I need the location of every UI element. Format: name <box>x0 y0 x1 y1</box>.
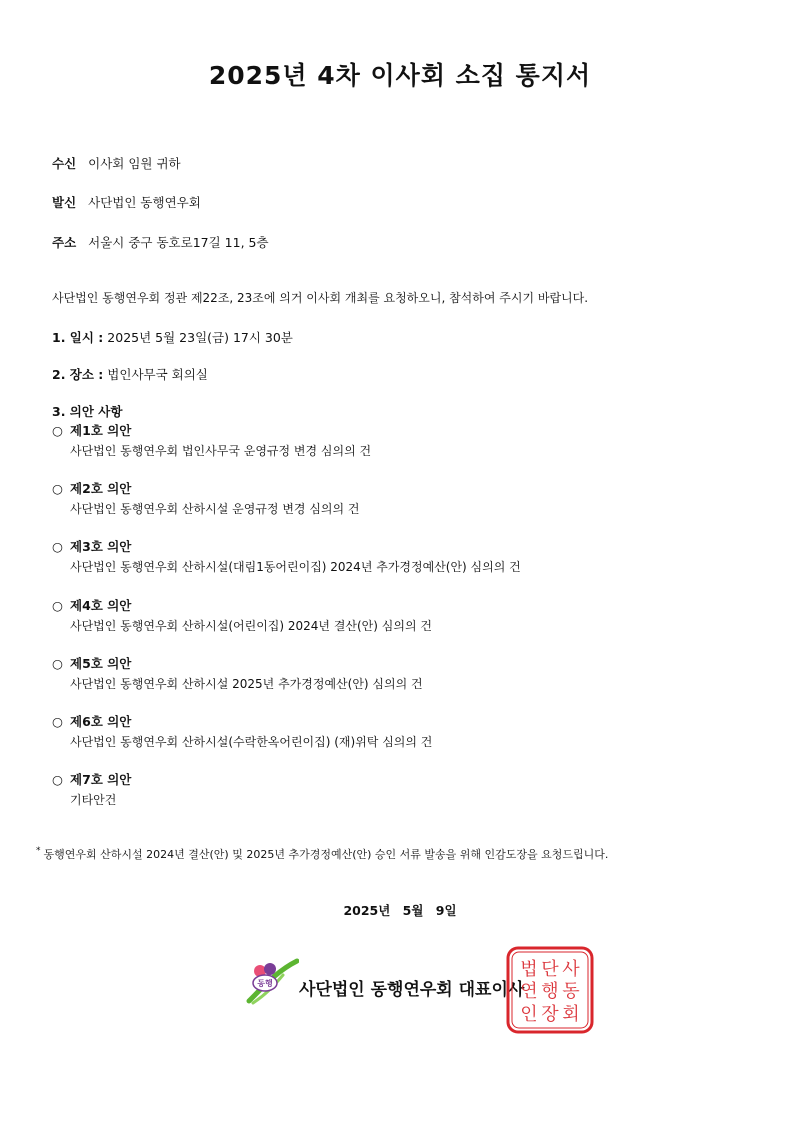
agenda-desc: 사단법인 동행연우회 법인사무국 운영규정 변경 심의의 건 <box>70 444 372 458</box>
agenda-item-5 <box>52 654 423 692</box>
agenda-title: 제4호 의안 <box>70 598 132 613</box>
footnote <box>36 846 608 862</box>
agenda-desc: 사단법인 동행연우회 산하시설(어린이집) 2024년 결산(안) 심의의 건 <box>70 619 432 633</box>
signature-block <box>243 955 603 1045</box>
recipient-row <box>52 154 181 172</box>
agenda-item-1 <box>52 421 371 459</box>
svg-text:인: 인 <box>520 1004 538 1025</box>
svg-text:법: 법 <box>520 959 538 980</box>
datetime-value: 2025년 5월 23일(금) 17시 30분 <box>107 330 293 345</box>
svg-text:단: 단 <box>541 959 559 980</box>
agenda-desc: 사단법인 동행연우회 산하시설 2025년 추가경정예산(안) 심의의 건 <box>70 677 423 691</box>
recipient-value: 이사회 임원 귀하 <box>88 156 181 171</box>
agenda-heading: 3. 의안 사항 <box>52 404 123 419</box>
svg-text:동행: 동행 <box>257 979 273 988</box>
agenda-title: 제5호 의안 <box>70 656 132 671</box>
asterisk-icon: * <box>36 846 41 856</box>
agenda-item-4 <box>52 596 432 634</box>
address-value: 서울시 중구 동호로17길 11, 5층 <box>88 235 269 250</box>
footnote-text: 동행연우회 산하시설 2024년 결산(안) 및 2025년 추가경정예산(안) 승인 서류 발송을 위해 인감도장을 요청드립니다. <box>43 848 609 861</box>
agenda-desc: 사단법인 동행연우회 산하시설(수락한옥어린이집) (재)위탁 심의의 건 <box>70 735 433 749</box>
page-title: 2025년 4차 이사회 소집 통지서 <box>208 61 592 90</box>
agenda-desc: 사단법인 동행연우회 산하시설 운영규정 변경 심의의 건 <box>70 502 360 516</box>
bullet-icon: ○ <box>52 714 63 729</box>
svg-text:동: 동 <box>562 981 580 1002</box>
agenda-title: 제6호 의안 <box>70 714 132 729</box>
bullet-icon: ○ <box>52 539 63 554</box>
agenda-title: 제2호 의안 <box>70 481 132 496</box>
bullet-icon: ○ <box>52 481 63 496</box>
agenda-desc: 사단법인 동행연우회 산하시설(대림1동어린이집) 2024년 추가경정예산(안) 심의의 건 <box>70 560 521 574</box>
address-row <box>52 233 269 251</box>
bullet-icon: ○ <box>52 598 63 613</box>
organization-logo-icon <box>243 957 299 1007</box>
agenda-item-6 <box>52 712 432 750</box>
bullet-icon: ○ <box>52 656 63 671</box>
issue-date: 2025년 5월 9일 <box>343 903 457 918</box>
bullet-icon: ○ <box>52 772 63 787</box>
recipient-label: 수신 <box>52 156 77 171</box>
sender-row <box>52 193 201 211</box>
agenda-item-7 <box>52 770 131 808</box>
place-label: 2. 장소 : <box>52 367 104 382</box>
svg-text:행: 행 <box>541 981 559 1002</box>
svg-text:회: 회 <box>562 1004 580 1025</box>
svg-text:사: 사 <box>562 959 580 980</box>
official-seal-icon <box>505 945 595 1035</box>
datetime-row <box>52 328 293 346</box>
svg-text:장: 장 <box>541 1004 559 1025</box>
sender-label: 발신 <box>52 195 77 210</box>
agenda-desc: 기타안건 <box>70 793 117 807</box>
datetime-label: 1. 일시 : <box>52 330 104 345</box>
agenda-title: 제3호 의안 <box>70 539 132 554</box>
agenda-title: 제7호 의안 <box>70 772 132 787</box>
address-label: 주소 <box>52 235 77 250</box>
agenda-item-2 <box>52 479 360 517</box>
agenda-item-3 <box>52 537 521 575</box>
place-value: 법인사무국 회의실 <box>107 367 208 382</box>
place-row <box>52 365 208 383</box>
agenda-title: 제1호 의안 <box>70 423 132 438</box>
intro-text: 사단법인 동행연우회 정관 제22조, 23조에 의거 이사회 개최를 요청하오니, 참석하여 주시기 바랍니다. <box>52 291 589 305</box>
organization-signature: 사단법인 동행연우회 대표이사 <box>299 980 525 1000</box>
sender-value: 사단법인 동행연우회 <box>88 195 201 210</box>
bullet-icon: ○ <box>52 423 63 438</box>
svg-text:연: 연 <box>520 981 538 1002</box>
